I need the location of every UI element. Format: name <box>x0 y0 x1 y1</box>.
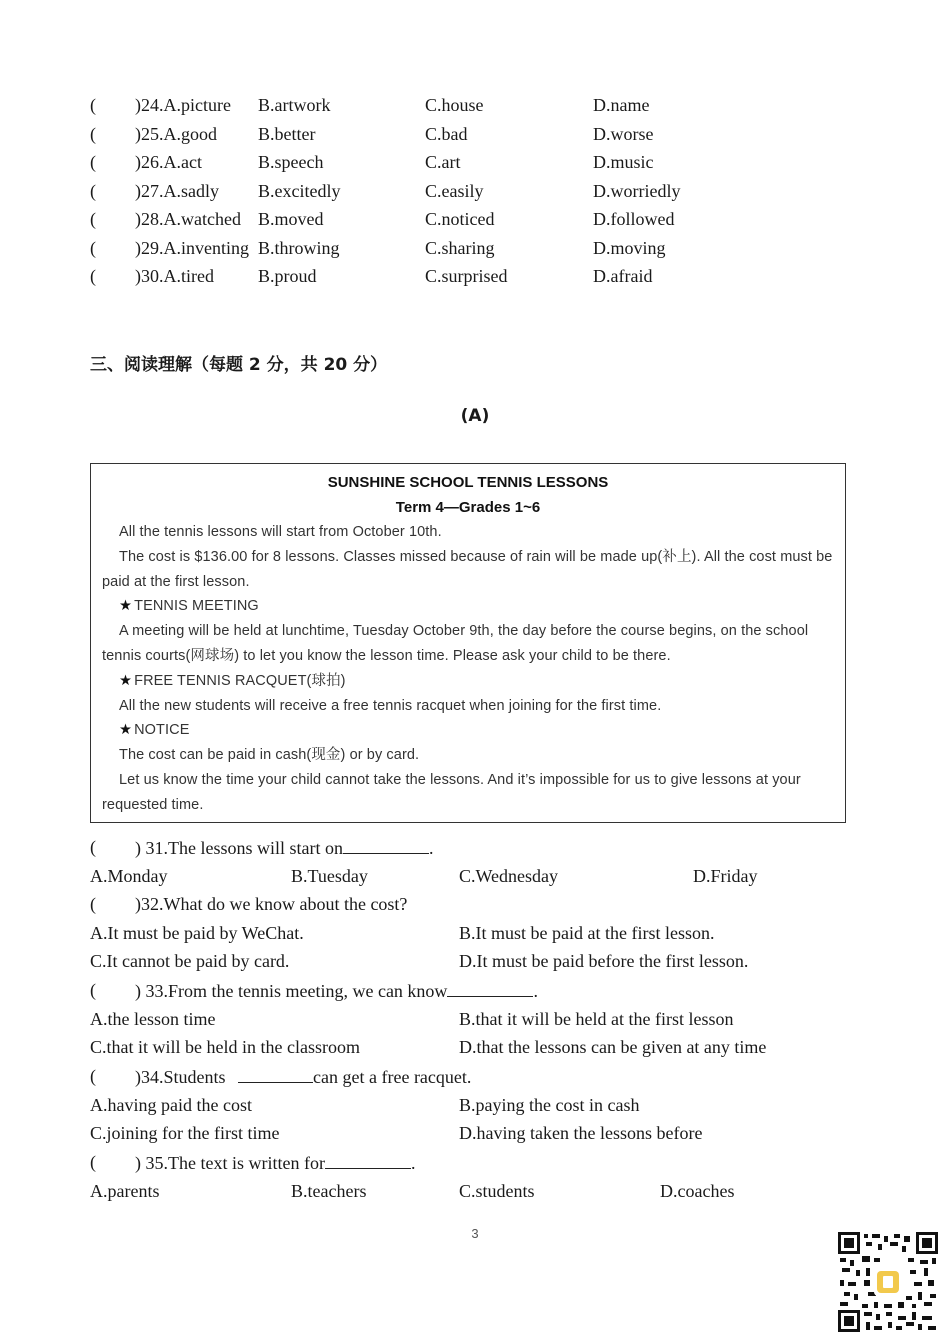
option-d: D.name <box>593 95 650 115</box>
question-33 <box>90 976 850 1004</box>
option-d: D.worriedly <box>593 181 681 201</box>
question-stem: )34.Students can get a free racquet. <box>135 1062 471 1091</box>
cloze-question-24 <box>90 91 850 119</box>
option-d: D.followed <box>593 209 675 229</box>
question-stem: ) 33.From the tennis meeting, we can know . <box>135 976 538 1005</box>
answer-blank <box>325 1148 411 1169</box>
cloze-question-26 <box>90 148 850 176</box>
cloze-question-30 <box>90 262 850 290</box>
option-d: D.having taken the lessons before <box>459 1123 703 1143</box>
option-a: )24.A.picture <box>135 95 231 115</box>
option-a: A.parents <box>90 1181 160 1201</box>
notice-heading-notice: ★ NOTICE <box>102 718 834 743</box>
question-32-options-ab <box>90 919 850 947</box>
option-b: B.It must be paid at the first lesson. <box>459 923 715 943</box>
option-c: C.surprised <box>425 266 508 286</box>
answer-bracket: ( <box>90 1066 96 1086</box>
option-a: A.having paid the cost <box>90 1095 252 1115</box>
cloze-question-27 <box>90 177 850 205</box>
option-d: D.worse <box>593 124 654 144</box>
question-32-options-cd <box>90 947 850 975</box>
question-stem: ) 31.The lessons will start on . <box>135 833 433 862</box>
answer-blank <box>238 1062 313 1083</box>
option-b: B.speech <box>258 152 324 172</box>
answer-blank <box>343 833 429 854</box>
notice-paragraph: The cost can be paid in cash(现金) or by card. <box>119 747 420 764</box>
option-d: D.Friday <box>693 866 758 886</box>
option-a: A.Monday <box>90 866 168 886</box>
question-34-options-cd <box>90 1119 850 1147</box>
question-33-options-ab <box>90 1005 850 1033</box>
option-c: C.joining for the first time <box>90 1123 280 1143</box>
notice-title: SUNSHINE SCHOOL TENNIS LESSONS <box>327 474 609 491</box>
option-d: D.coaches <box>660 1181 735 1201</box>
option-b: B.excitedly <box>258 181 341 201</box>
option-c: C.bad <box>425 124 468 144</box>
answer-bracket: ( <box>90 1152 96 1172</box>
cloze-question-29 <box>90 234 850 262</box>
question-34-options-ab <box>90 1091 850 1119</box>
question-31 <box>90 833 850 861</box>
cloze-question-28 <box>90 205 850 233</box>
answer-bracket: ( <box>90 95 96 115</box>
option-a: )29.A.inventing <box>135 238 249 258</box>
answer-bracket: ( <box>90 980 96 1000</box>
option-c: C.sharing <box>425 238 495 258</box>
notice-paragraph: The cost is $136.00 for 8 lessons. Classes missed because of rain will be made up(补上). All the cost must be paid at the first lesson. <box>102 548 833 590</box>
option-b: B.paying the cost in cash <box>459 1095 640 1115</box>
option-b: B.that it will be held at the first lesson <box>459 1009 734 1029</box>
section-title: 三、阅读理解（每题 2 分，共 20 分） <box>90 355 388 375</box>
notice-paragraph: Let us know the time your child cannot take the lessons. And it’s impossible for us to give lessons at your requested time. <box>102 771 801 813</box>
option-c: C.noticed <box>425 209 495 229</box>
option-d: D.music <box>593 152 654 172</box>
option-a: )25.A.good <box>135 124 217 144</box>
option-c: C.It cannot be paid by card. <box>90 951 290 971</box>
notice-paragraph: A meeting will be held at lunchtime, Tuesday October 9th, the day before the course begins, on the school tennis courts(网球场) to let you know the lesson time. Please ask your child to be there. <box>102 623 809 664</box>
option-c: C.easily <box>425 181 484 201</box>
answer-bracket: ( <box>90 181 96 201</box>
option-a: )28.A.watched <box>135 209 241 229</box>
passage-label: (A) <box>460 406 490 426</box>
answer-blank <box>447 976 533 997</box>
notice-heading-meeting: ★ TENNIS MEETING <box>102 594 834 619</box>
option-b: B.proud <box>258 266 317 286</box>
option-b: B.throwing <box>258 238 340 258</box>
option-b: B.moved <box>258 209 324 229</box>
notice-subtitle: Term 4—Grades 1~6 <box>395 499 541 516</box>
qr-code-icon <box>838 1232 938 1332</box>
option-b: B.teachers <box>291 1181 367 1201</box>
option-a: )26.A.act <box>135 152 202 172</box>
question-34 <box>90 1062 850 1090</box>
option-c: C.that it will be held in the classroom <box>90 1037 360 1057</box>
notice-paragraph: All the tennis lessons will start from October 10th. <box>119 524 442 540</box>
option-c: C.students <box>459 1181 535 1201</box>
option-c: C.art <box>425 152 461 172</box>
question-stem: ) 35.The text is written for . <box>135 1148 415 1177</box>
option-a: )30.A.tired <box>135 266 214 286</box>
cloze-question-25 <box>90 120 850 148</box>
question-32 <box>90 890 850 918</box>
answer-bracket: ( <box>90 894 96 914</box>
option-a: A.It must be paid by WeChat. <box>90 923 304 943</box>
question-35 <box>90 1148 850 1176</box>
question-stem: )32.What do we know about the cost? <box>135 894 408 914</box>
question-33-options-cd <box>90 1033 850 1061</box>
option-b: B.better <box>258 124 316 144</box>
option-d: D.afraid <box>593 266 653 286</box>
notice-box <box>90 463 846 823</box>
answer-bracket: ( <box>90 124 96 144</box>
question-31-options <box>90 862 850 890</box>
option-c: C.Wednesday <box>459 866 559 886</box>
option-a: )27.A.sadly <box>135 181 219 201</box>
option-c: C.house <box>425 95 484 115</box>
page-number: 3 <box>471 1226 479 1241</box>
answer-bracket: ( <box>90 152 96 172</box>
option-d: D.It must be paid before the first lesson. <box>459 951 749 971</box>
answer-bracket: ( <box>90 238 96 258</box>
option-d: D.that the lessons can be given at any time <box>459 1037 767 1057</box>
question-35-options <box>90 1177 850 1205</box>
answer-bracket: ( <box>90 209 96 229</box>
notice-heading-racquet: ★ FREE TENNIS RACQUET(球拍) <box>102 669 834 694</box>
answer-bracket: ( <box>90 837 96 857</box>
option-d: D.moving <box>593 238 666 258</box>
notice-paragraph: All the new students will receive a free tennis racquet when joining for the first time. <box>119 697 662 714</box>
option-b: B.artwork <box>258 95 331 115</box>
answer-bracket: ( <box>90 266 96 286</box>
option-b: B.Tuesday <box>291 866 368 886</box>
option-a: A.the lesson time <box>90 1009 216 1029</box>
